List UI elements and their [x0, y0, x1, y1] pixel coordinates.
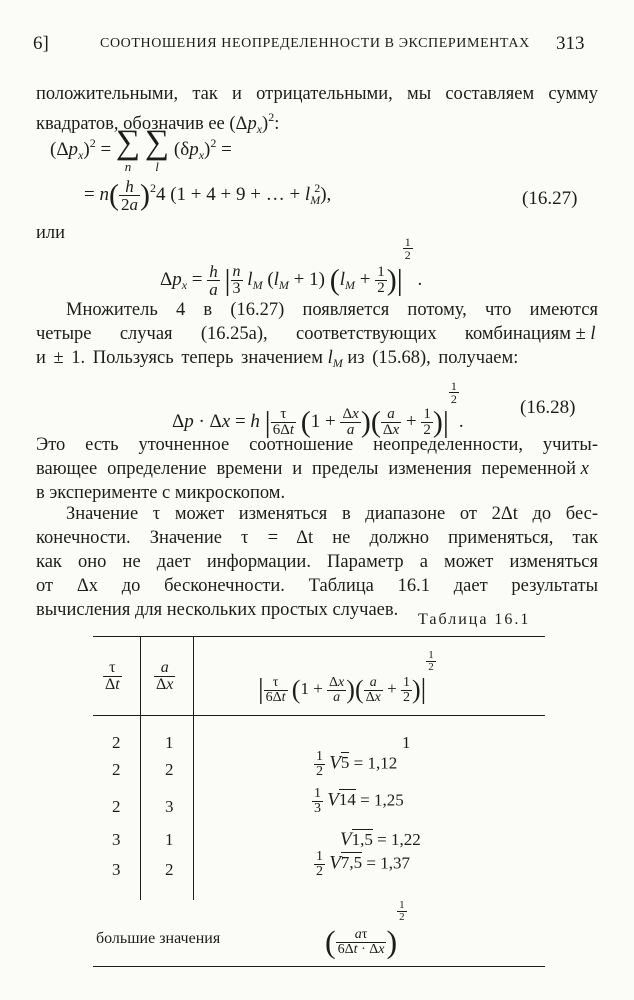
page-number: 313: [556, 33, 585, 54]
table-large-values-expression: ( $\frac{a\tau}{6\Delta t \cdot \Delta x}$ ) $\frac{1}{2}$: [325, 899, 405, 960]
table-cell-tau: 3: [112, 830, 121, 849]
table-cell-tau: 2: [112, 760, 121, 779]
equation-number: (16.27): [522, 188, 578, 209]
equation-line: Δp · Δx = h | $\frac{\tau}{6\Delta t}$ (1 + $\frac{\Delta x}{a}$ )( $\frac{a}{\Delta x}$ + $\frac{1}{2}$ )| $\frac{1}{2}$ .: [172, 379, 464, 439]
table-cell-a: 1: [165, 733, 174, 752]
equation-number: (16.28): [520, 397, 576, 418]
table-header-expression: | $\frac{\tau}{6\Delta t}$ (1 + $\frac{\Delta x}{a}$ )( $\frac{a}{\Delta x}$ + $\frac{1}{2}$ )| $\frac{1}{2}$: [258, 649, 434, 706]
text-line: в эксперименте с микроскопом.: [36, 483, 286, 503]
table-column-divider: [193, 637, 194, 900]
running-title: СООТНОШЕНИЯ НЕОПРЕДЕЛЕННОСТИ В ЭКСПЕРИМЕНТАХ: [100, 36, 530, 51]
table-caption: Таблица 16.1: [418, 611, 531, 628]
equation-line: $(\Delta p_x)^2$ = ∑ n ∑ l $(\delta p_x)^2$ =: [50, 124, 232, 174]
table-column-divider: [140, 637, 141, 900]
section-number: 6]: [33, 33, 49, 54]
text-line: Множитель 4 в (16.27) появляется потому, что имеются: [66, 300, 598, 320]
table-cell-a: 1: [165, 830, 174, 849]
table-header-rule: [93, 715, 545, 716]
table-top-rule: [93, 636, 545, 637]
text-line: Значение τ может изменяться в диапазоне от 2Δt до бес-: [66, 504, 598, 524]
table-cell-value: 1: [402, 733, 411, 752]
table-cell-value: = 1,22: [377, 830, 421, 849]
table-cell-value-expression: $\frac{1}{2}$ V5 = 1,12: [316, 749, 398, 779]
table-cell-tau: 2: [112, 733, 121, 752]
text-line: четыре случая (16.25а), соответствующих комбинациям ± l: [36, 324, 596, 344]
equation-line: $\Delta p_x$ = $\frac{h}{a}$ | $\frac{n}{3}$ $l_M$ $(l_M + 1) (l_M$ + $\frac{1}{2}$ )| $\frac{1}{2}$ .: [160, 235, 423, 300]
table-cell-value: = 1,37: [366, 853, 410, 873]
text-line: и ± 1. Пользуясь теперь значением $l_M$ из (15.68), получаем:: [36, 348, 519, 370]
table-header-a: $\frac{a}{\Delta x}$: [156, 659, 174, 693]
text-line: Это есть уточненное соотношение неопределенности, учиты-: [36, 435, 598, 455]
text-line: квадратов, обозначив ее $(\Delta p_x)^2$:: [36, 110, 280, 136]
text-line: конечности. Значение τ = Δt не должно применяться, так: [36, 528, 598, 548]
table-cell-a: 2: [165, 860, 174, 879]
table-cell-tau: 3: [112, 860, 121, 879]
table-cell-value-expression: V1,5 = 1,22: [340, 829, 421, 850]
equation-line: = n( $\frac{h}{2a}$ )$^2$4 (1 + 4 + 9 + … + $l_M^2$),: [84, 177, 332, 214]
text-line: вающее определение времени и пределы изменения переменной x: [36, 459, 589, 479]
table-header-tau: $\frac{\tau}{\Delta t}$: [105, 659, 120, 693]
table-large-values-label: большие значения: [96, 930, 221, 947]
text-line: как оно не дает информации. Параметр a может изменяться: [36, 552, 598, 572]
text-line: вычисления для нескольких простых случаев.: [36, 600, 399, 620]
text-line: положительными, так и отрицательными, мы составляем сумму: [36, 84, 598, 104]
table-cell-value-expression: $\frac{1}{2}$ V7,5 = 1,37: [316, 849, 410, 879]
table-cell-value: = 1,25: [360, 790, 404, 810]
table-cell-a: 2: [165, 760, 174, 779]
table-cell-tau: 2: [112, 797, 121, 816]
table-cell-value: = 1,12: [353, 753, 398, 773]
table-cell-value-expression: $\frac{1}{3}$ V14 = 1,25: [314, 786, 404, 816]
text-line: или: [36, 223, 66, 243]
table-cell-a: 3: [165, 797, 174, 816]
text-line: от Δx до бесконечности. Таблица 16.1 дает результаты: [36, 576, 598, 596]
table-bottom-rule: [93, 966, 545, 967]
